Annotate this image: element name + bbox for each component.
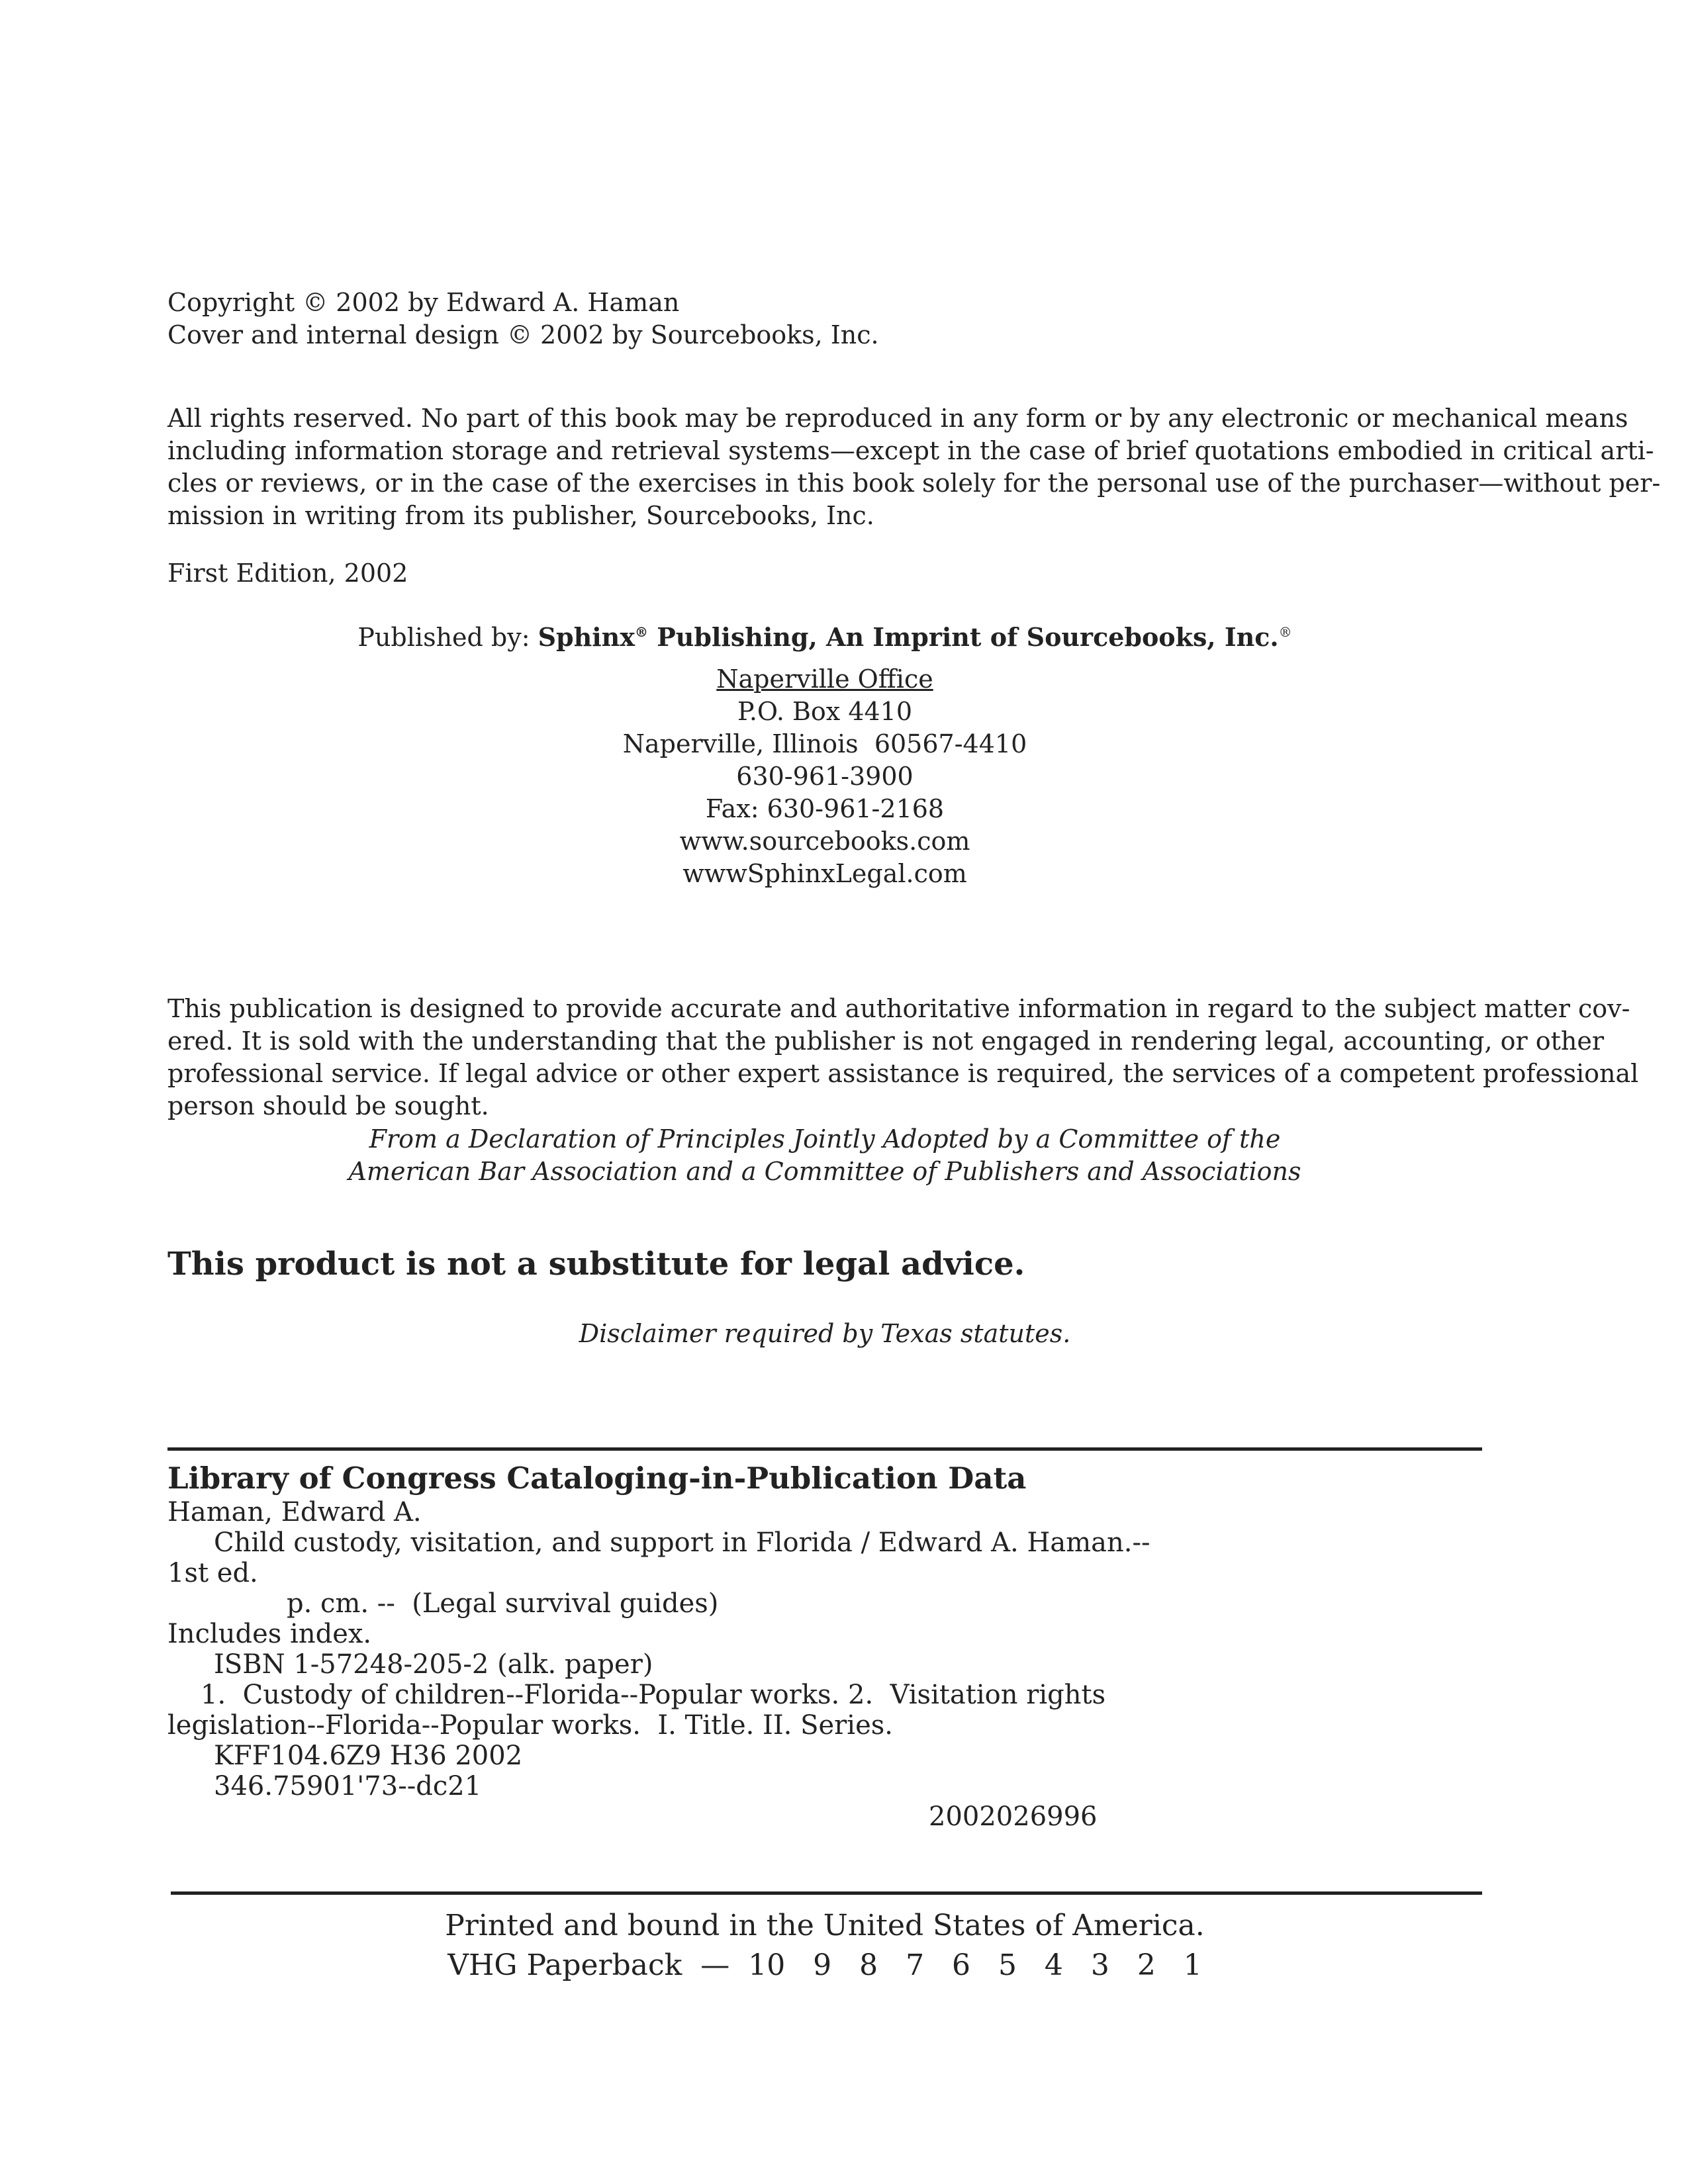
disclaimer-line: ered. It is sold with the understanding that the publisher is not engaged in rendering legal, accounting, or other (167, 1026, 1605, 1056)
office-address (167, 663, 1482, 890)
cip-data-block (167, 1497, 1482, 1832)
divider-rule (167, 1447, 1482, 1451)
edition-line: First Edition, 2002 (167, 559, 408, 588)
registered-mark: ® (1278, 624, 1292, 640)
copyright-notice (167, 287, 1482, 351)
design-copyright-line: Cover and internal design © 2002 by Sourcebooks, Inc. (167, 320, 879, 349)
disclaimer-attribution (167, 1123, 1482, 1188)
divider-rule (171, 1891, 1482, 1895)
cip-author: Haman, Edward A. (167, 1497, 422, 1527)
cip-title-line: 1st ed. (167, 1558, 258, 1588)
attribution-line: American Bar Association and a Committee of Publishers and Associations (348, 1157, 1301, 1186)
cip-lc-class: KFF104.6Z9 H36 2002 (214, 1741, 523, 1771)
disclaimer-line: This publication is designed to provide accurate and authoritative information in regard to the subject matter cov- (167, 994, 1630, 1023)
cip-subjects: legislation--Florida--Popular works. I. Title. II. Series. (167, 1710, 893, 1741)
rights-reserved-paragraph (167, 402, 1661, 532)
printed-in-usa: Printed and bound in the United States of America. (445, 1909, 1205, 1942)
publisher-name: Publishing, An Imprint of Sourcebooks, Inc. (647, 622, 1279, 652)
cip-lccn: 2002026996 (929, 1801, 1098, 1832)
disclaimer-line: professional service. If legal advice or other expert assistance is required, the services of a competent professional (167, 1059, 1639, 1088)
registered-mark: ® (634, 624, 648, 640)
cip-dewey: 346.75901'73--dc21 (214, 1771, 482, 1801)
cip-index: Includes index. (167, 1619, 372, 1649)
texas-disclaimer-note: Disclaimer required by Texas statutes. (579, 1319, 1071, 1348)
cip-heading: Library of Congress Cataloging-in-Publication Data (167, 1461, 1027, 1496)
rights-line: including information storage and retrieval systems—except in the case of brief quotations embodied in critical arti- (167, 436, 1654, 465)
cip-isbn: ISBN 1-57248-205-2 (alk. paper) (214, 1649, 653, 1680)
office-phone: 630-961-3900 (736, 762, 914, 791)
publisher-sphinx: Sphinx (538, 622, 635, 652)
office-fax: Fax: 630-961-2168 (705, 794, 945, 823)
cip-subjects: 1. Custody of children--Florida--Popular works. 2. Visitation rights (201, 1680, 1106, 1710)
office-po-box: P.O. Box 4410 (737, 697, 913, 726)
office-website: www.sourcebooks.com (679, 827, 970, 856)
legal-advice-notice: This product is not a substitute for legal advice. (167, 1246, 1025, 1283)
attribution-line: From a Declaration of Principles Jointly Adopted by a Committee of the (369, 1124, 1281, 1154)
cip-physical: p. cm. -- (Legal survival guides) (287, 1588, 719, 1619)
office-city: Naperville, Illinois 60567-4410 (622, 729, 1027, 758)
printing-info (167, 1906, 1482, 1985)
rights-line: All rights reserved. No part of this book may be reproduced in any form or by any electronic or mechanical means (167, 404, 1628, 433)
office-heading: Naperville Office (716, 664, 933, 694)
publisher-line (167, 615, 1482, 654)
disclaimer-line: person should be sought. (167, 1091, 489, 1120)
rights-line: mission in writing from its publisher, Sourcebooks, Inc. (167, 501, 874, 530)
cip-title-line: Child custody, visitation, and support in Florida / Edward A. Haman.-- (214, 1527, 1150, 1558)
publication-disclaimer (167, 993, 1639, 1122)
rights-line: cles or reviews, or in the case of the exercises in this book solely for the personal use of the purchaser—without per- (167, 469, 1661, 498)
published-prefix: Published by: (357, 623, 538, 652)
printing-line: VHG Paperback — 10 9 8 7 6 5 4 3 2 1 (447, 1948, 1202, 1982)
copyright-line: Copyright © 2002 by Edward A. Haman (167, 288, 680, 317)
office-website-legal: wwwSphinxLegal.com (682, 859, 967, 888)
